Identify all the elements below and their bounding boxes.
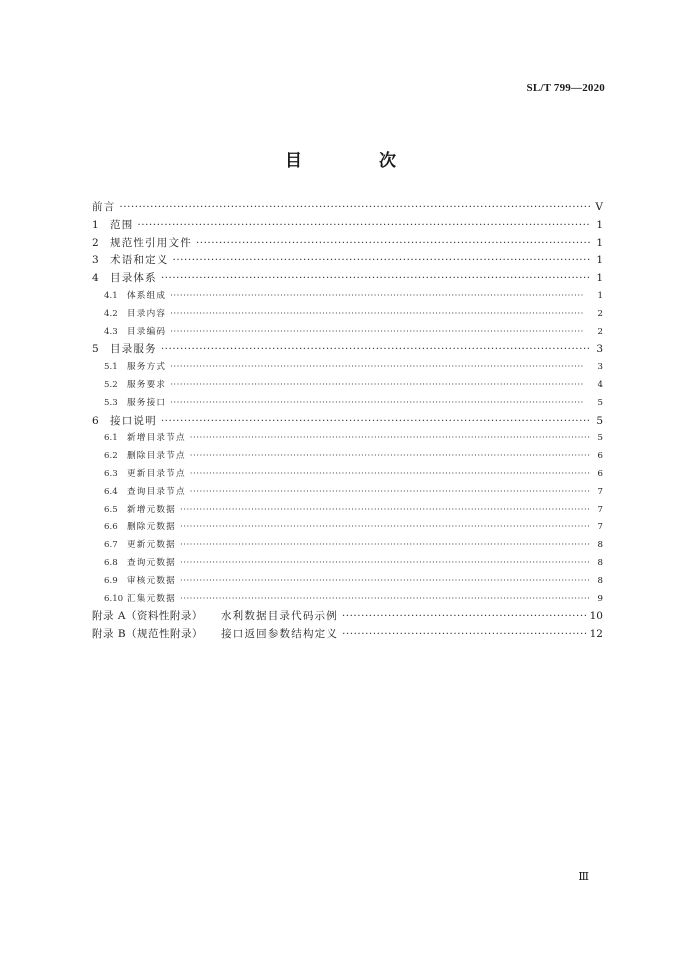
toc-entry-number: 4.2 bbox=[104, 308, 118, 319]
toc-entry-page: 1 bbox=[597, 290, 603, 301]
toc-entry-text: 目录服务 bbox=[110, 343, 157, 356]
toc-subentry[interactable] bbox=[92, 395, 603, 413]
leader-dots bbox=[342, 626, 586, 644]
toc-entry-number: 2 bbox=[92, 236, 99, 249]
toc-entry-text: 服务接口 bbox=[127, 397, 167, 408]
toc-entry-text: 审核元数据 bbox=[127, 575, 176, 586]
toc-subentry[interactable] bbox=[92, 288, 603, 306]
toc-entry-text: 删除元数据 bbox=[127, 522, 176, 533]
toc-entry-text: 新增目录节点 bbox=[127, 433, 186, 444]
toc-entry-page: 1 bbox=[596, 272, 603, 285]
leader-dots bbox=[170, 324, 591, 342]
toc-entry-number: 6.6 bbox=[104, 522, 118, 533]
toc-entry-number: 4.1 bbox=[104, 290, 118, 301]
leader-dots bbox=[170, 377, 591, 395]
toc-entry-number: 6.7 bbox=[104, 540, 118, 551]
toc-entry-page: 8 bbox=[597, 575, 603, 586]
standard-code: SL/T 799—2020 bbox=[526, 82, 605, 94]
toc-entry-text: 更新元数据 bbox=[127, 540, 176, 551]
leader-dots bbox=[161, 341, 591, 359]
toc-entry-text: 接口说明 bbox=[110, 414, 157, 427]
toc-entry-page: 4 bbox=[597, 379, 603, 390]
toc-entry-number: 5.3 bbox=[104, 397, 118, 408]
leader-dots bbox=[180, 555, 591, 573]
leader-dots bbox=[180, 537, 591, 555]
leader-dots bbox=[170, 359, 591, 377]
toc-entry-page: 5 bbox=[597, 397, 603, 408]
toc-entry-page: 7 bbox=[597, 522, 603, 533]
toc-subentry[interactable] bbox=[92, 466, 603, 484]
toc-entry-page: 6 bbox=[597, 468, 603, 479]
toc-entry-number: 3 bbox=[92, 254, 99, 267]
toc-entry-foreword[interactable] bbox=[92, 199, 603, 217]
toc-entry-text: 前言 bbox=[92, 201, 116, 213]
toc-subentry[interactable] bbox=[92, 573, 603, 591]
leader-dots bbox=[137, 217, 591, 235]
leader-dots bbox=[342, 608, 586, 626]
toc-entry-page: 7 bbox=[597, 504, 603, 515]
toc-entry-number: 6.3 bbox=[104, 468, 118, 479]
toc-entry-number: 6.8 bbox=[104, 557, 118, 568]
leader-dots bbox=[190, 484, 591, 502]
toc-entry-text: 删除目录节点 bbox=[127, 451, 186, 462]
toc-entry-number: 6.4 bbox=[104, 486, 118, 497]
toc-entry-page: 6 bbox=[597, 451, 603, 462]
appendix-title: 水利数据目录代码示例 bbox=[220, 610, 338, 623]
toc-appendix-a[interactable] bbox=[92, 608, 603, 626]
toc-entry-text: 范围 bbox=[110, 218, 134, 231]
toc-entry-number: 6.10 bbox=[104, 593, 124, 604]
toc-entry-number: 4 bbox=[92, 272, 99, 285]
table-of-contents bbox=[92, 199, 603, 644]
toc-entry-text: 目录体系 bbox=[110, 272, 157, 285]
leader-dots bbox=[190, 430, 591, 448]
leader-dots bbox=[161, 270, 591, 288]
toc-entry-number: 6 bbox=[92, 414, 99, 427]
leader-dots bbox=[170, 288, 591, 306]
toc-entry-page: 7 bbox=[597, 486, 603, 497]
toc-subentry[interactable] bbox=[92, 306, 603, 324]
toc-entry[interactable] bbox=[92, 270, 603, 288]
toc-entry-page: 5 bbox=[597, 433, 603, 444]
toc-entry-page: 1 bbox=[596, 236, 603, 249]
toc-subentry[interactable] bbox=[92, 555, 603, 573]
toc-entry-text: 新增元数据 bbox=[127, 504, 176, 515]
appendix-title: 接口返回参数结构定义 bbox=[221, 628, 339, 641]
appendix-label: 附录 B（规范性附录） bbox=[92, 628, 204, 641]
leader-dots bbox=[190, 448, 591, 466]
toc-subentry[interactable] bbox=[92, 519, 603, 537]
leader-dots bbox=[180, 573, 591, 591]
toc-entry-text: 服务要求 bbox=[127, 379, 167, 390]
toc-entry-text: 更新目录节点 bbox=[127, 468, 186, 479]
toc-subentry[interactable] bbox=[92, 502, 603, 520]
toc-entry-page: 5 bbox=[596, 414, 603, 427]
toc-entry-text: 规范性引用文件 bbox=[110, 236, 192, 249]
toc-entry-number: 6.1 bbox=[104, 433, 118, 444]
toc-entry-text: 体系组成 bbox=[127, 290, 167, 301]
toc-subentry[interactable] bbox=[92, 591, 603, 609]
toc-entry-text: 查询目录节点 bbox=[127, 486, 186, 497]
toc-entry-number: 5 bbox=[92, 343, 99, 356]
toc-entry-number: 6.2 bbox=[104, 451, 118, 462]
toc-entry[interactable] bbox=[92, 252, 603, 270]
toc-entry-page: 2 bbox=[597, 308, 603, 319]
toc-subentry[interactable] bbox=[92, 448, 603, 466]
toc-appendix-b[interactable] bbox=[92, 626, 603, 644]
toc-subentry[interactable] bbox=[92, 377, 603, 395]
toc-entry-text: 查询元数据 bbox=[127, 557, 176, 568]
leader-dots bbox=[180, 591, 591, 609]
toc-entry-page: 3 bbox=[597, 362, 603, 373]
leader-dots bbox=[180, 519, 591, 537]
page-title: 目 次 bbox=[285, 151, 426, 171]
leader-dots bbox=[196, 235, 591, 253]
toc-subentry[interactable] bbox=[92, 537, 603, 555]
toc-entry-page: Ⅴ bbox=[595, 201, 603, 213]
toc-entry-page: 8 bbox=[597, 540, 603, 551]
toc-subentry[interactable] bbox=[92, 484, 603, 502]
leader-dots bbox=[180, 502, 591, 520]
page-number: Ⅲ bbox=[578, 871, 589, 883]
appendix-label: 附录 A（资料性附录） bbox=[92, 610, 203, 623]
toc-entry-page: 12 bbox=[589, 628, 603, 641]
toc-subentry[interactable] bbox=[92, 359, 603, 377]
toc-entry[interactable] bbox=[92, 413, 603, 431]
toc-entry-number: 6.9 bbox=[104, 575, 118, 586]
toc-entry[interactable] bbox=[92, 235, 603, 253]
toc-entry-text: 汇集元数据 bbox=[127, 593, 176, 604]
toc-entry-text: 目录编码 bbox=[127, 326, 167, 337]
toc-entry-page: 9 bbox=[597, 593, 603, 604]
leader-dots bbox=[161, 413, 591, 431]
toc-entry-page: 1 bbox=[596, 218, 603, 231]
toc-entry[interactable] bbox=[92, 341, 603, 359]
toc-entry-number: 4.3 bbox=[104, 326, 118, 337]
toc-entry-text: 服务方式 bbox=[127, 362, 167, 373]
toc-subentry[interactable] bbox=[92, 430, 603, 448]
toc-entry-number: 1 bbox=[92, 218, 99, 231]
toc-entry-page: 2 bbox=[597, 326, 603, 337]
leader-dots bbox=[119, 199, 591, 217]
toc-entry-text: 术语和定义 bbox=[110, 254, 169, 267]
toc-entry-page: 1 bbox=[596, 254, 603, 267]
toc-entry-number: 6.5 bbox=[104, 504, 118, 515]
toc-entry-page: 8 bbox=[597, 557, 603, 568]
leader-dots bbox=[170, 395, 591, 413]
leader-dots bbox=[173, 252, 592, 270]
leader-dots bbox=[190, 466, 591, 484]
toc-entry[interactable] bbox=[92, 217, 603, 235]
toc-entry-number: 5.2 bbox=[104, 379, 118, 390]
toc-entry-page: 10 bbox=[589, 610, 603, 623]
toc-entry-number: 5.1 bbox=[104, 362, 118, 373]
toc-entry-text: 目录内容 bbox=[127, 308, 167, 319]
toc-subentry[interactable] bbox=[92, 324, 603, 342]
toc-entry-page: 3 bbox=[596, 343, 603, 356]
leader-dots bbox=[170, 306, 591, 324]
